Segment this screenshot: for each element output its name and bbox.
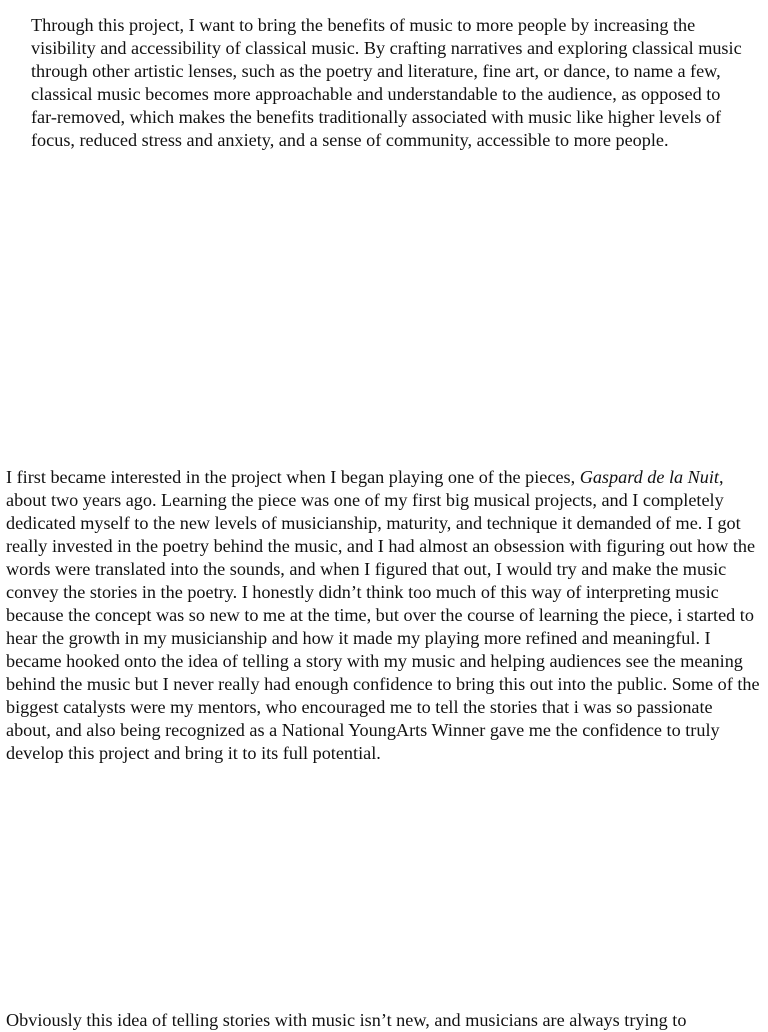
origin-paragraph xyxy=(6,466,760,765)
piece-title: Gaspard de la Nuit xyxy=(579,467,719,487)
next-paragraph-partial: Obviously this idea of telling stories with music isn’t new, and musicians are always trying to xyxy=(6,1010,687,1030)
intro-paragraph: Through this project, I want to bring the benefits of music to more people by increasing the visibility and accessibility of classical music. By crafting narratives and exploring classical music through other artistic lenses, such as the poetry and literature, fine art, or dance, to name a few, classical music becomes more approachable and understandable to the audience, as opposed to far-removed, which makes the benefits traditionally associated with music like higher levels of focus, reduced stress and anxiety, and a sense of community, accessible to more people. xyxy=(31,15,742,150)
origin-paragraph-lead: I first became interested in the project when I began playing one of the pieces, xyxy=(6,467,580,487)
origin-paragraph-body: , about two years ago. Learning the piece was one of my first big musical projects, and I completely dedicated myself to the new levels of musicianship, maturity, and technique it demanded of me. I got really invested in the poetry behind the music, and I had almost an obsession with figuring out how the words were translated into the sounds, and when I figured that out, I would try and make the music convey the stories in the poetry. I honestly didn’t think too much of this way of interpreting music because the concept was so new to me at the time, but over the course of learning the piece, i started to hear the growth in my musicianship and how it made my playing more refined and meaningful. I became hooked onto the idea of telling a story with my music and helping audiences see the meaning behind the music but I never really had enough confidence to bring this out into the public. Some of the biggest catalysts were my mentors, who encouraged me to tell the stories that i was so passionate about, and also being recognized as a National YoungArts Winner gave me the confidence to truly develop this project and bring it to its full potential. xyxy=(6,467,760,763)
